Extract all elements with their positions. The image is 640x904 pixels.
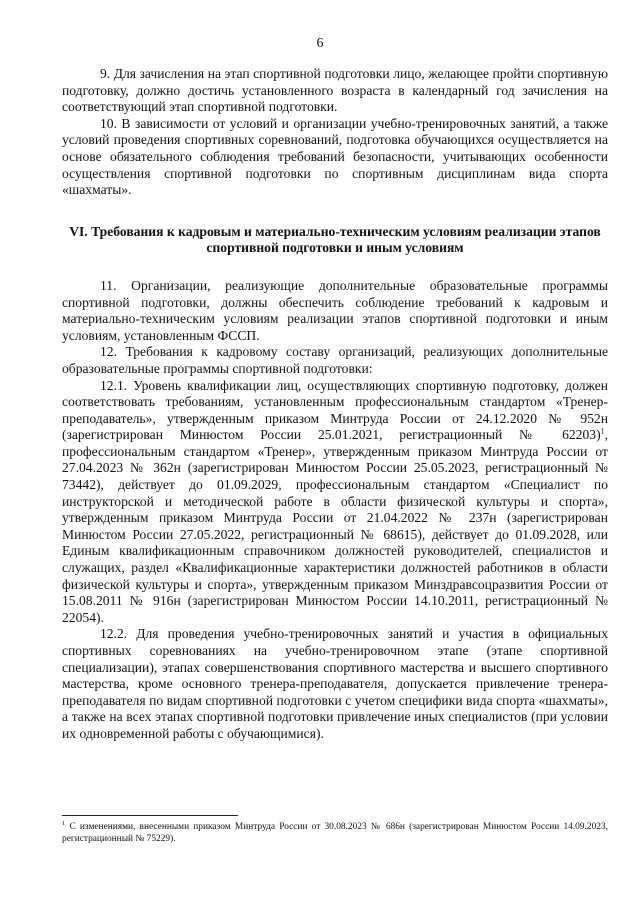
footnote-marker: 1: [62, 819, 66, 827]
document-body: [62, 66, 608, 743]
footnote-reference: 1: [600, 426, 605, 436]
paragraph-11: 11. Организации, реализующие дополнительные образовательные программы спортивной подготовки, должны обеспечить соблюдение требований к кадровым и материально-техническим условиям реализации этапов спортивной подготовки и иным условиям, установленным ФССП.: [62, 277, 608, 343]
footnote-separator: [62, 815, 238, 816]
page-number: 6: [316, 36, 324, 51]
footnote-text: С изменениями, внесенными приказом Минтруда России от 30.08.2023 № 686н (зарегистрирован Минюстом России 14.09.2023, регистрационный № 75229).: [62, 822, 608, 844]
footnote: [62, 821, 608, 845]
section-heading: VI. Требования к кадровым и материально-техническим условиям реализации этапов спортивной подготовки и иным условиям: [69, 223, 601, 256]
paragraph-12: 12. Требования к кадровому составу организаций, реализующих дополнительные образовательные программы спортивной подготовки:: [62, 344, 608, 376]
paragraph-12-2: 12.2. Для проведения учебно-тренировочных занятий и участия в официальных спортивных соревнованиях на учебно-тренировочном этапе (этапе спортивной специализации), этапах совершенствования спортивного мастерства и высшего спортивного мастерства, кроме основного тренера-преподавателя, допускается привлечение тренера-преподавателя по видам спортивной подготовки с учетом специфики вида спорта «шахматы», а также на всех этапах спортивной подготовки привлечение иных специалистов (при условии их одновременной работы с обучающимися).: [62, 626, 608, 741]
paragraph-12-1-end: , профессиональным стандартом «Тренер», утвержденным приказом Минтруда России от 27.04.2023 № 362н (зарегистрирован Минюстом России 25.05.2023, регистрационный № 73442), действует до 01.09.2029, профессиональным стандартом «Специалист по инструкторской и методической работе в области физической культуры и спорта», утвержденным приказом Минтруда России от 21.04.2022 № 237н (зарегистрирован Минюстом России 27.05.2022, регистрационный № 68615), действует до 01.09.2028, или Единым квалификационным справочником должностей руководителей, специалистов и служащих, раздел «Квалификационные характеристики должностей работников в области физической культуры и спорта», утвержденным приказом Минздравсоцразвития России от 15.08.2011 № 916н (зарегистрирован Минюстом России 14.10.2011, регистрационный № 22054).: [62, 427, 608, 625]
paragraph-9: 9. Для зачисления на этап спортивной подготовки лицо, желающее пройти спортивную подготовку, должно достичь установленного возраста в календарный год зачисления на соответствующий этап спортивной подготовки.: [62, 66, 608, 115]
paragraph-12-1: [62, 378, 608, 627]
paragraph-10: 10. В зависимости от условий и организации учебно-тренировочных занятий, а также условий проведения спортивных соревнований, подготовка обучающихся осуществляется на основе обязательного соблюдения требований безопасности, учитывающих особенности осуществления спортивной подготовки по спортивным дисциплинам вида спорта «шахматы».: [62, 115, 608, 198]
paragraph-12-1-start: 12.1. Уровень квалификации лиц, осуществляющих спортивную подготовку, должен соответствовать требованиям, установленным профессиональным стандартом «Тренер-преподаватель», утвержденным приказом Минтруда России от 24.12.2020 № 952н (зарегистрирован Минюстом России 25.01.2021, регистрационный № 62203): [62, 377, 608, 443]
